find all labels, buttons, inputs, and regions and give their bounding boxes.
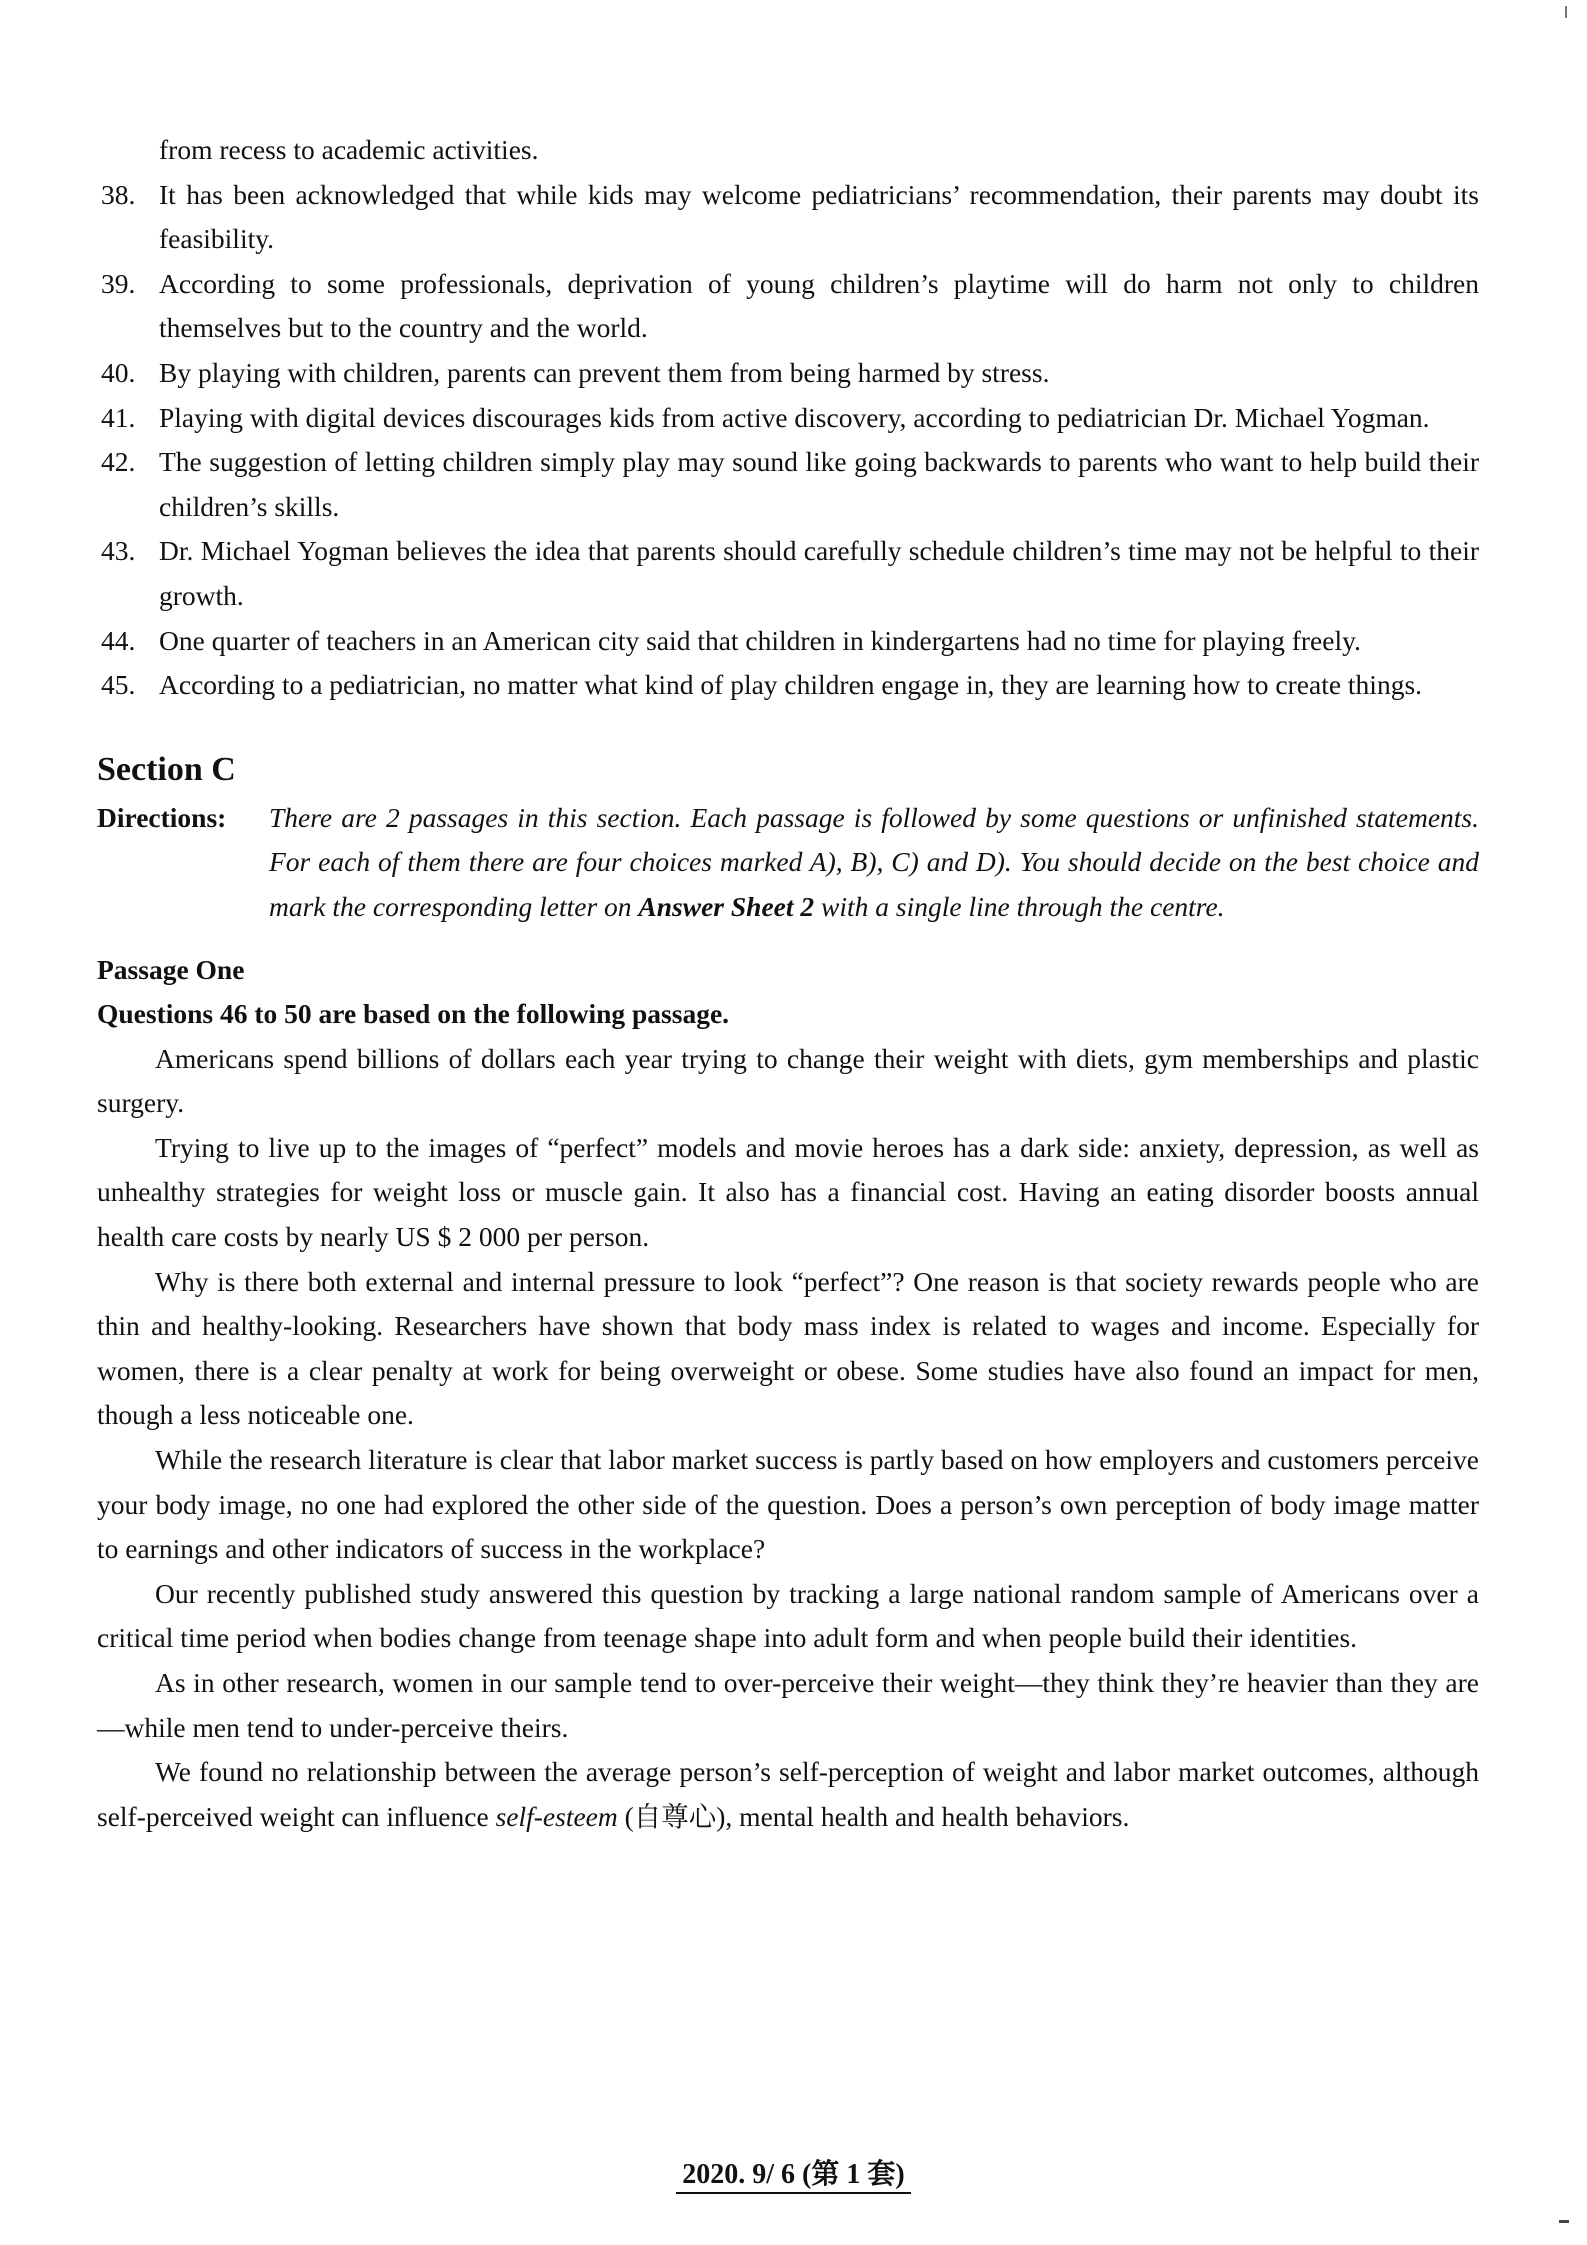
question-item: [97, 396, 1479, 441]
section-title: Section C: [97, 750, 236, 788]
passage-paragraph: Why is there both external and internal pressure to look “perfect”? One reason is that society rewards people who are thin and healthy-looking. Researchers have shown that body mass index is related to wages and income. Especially for women, there is a clear penalty at work for being overweight or obese. Some studies have also found an impact for men, though a less noticeable one.: [97, 1265, 1479, 1431]
passage-title: Passage One: [97, 953, 245, 985]
question-number: 41.: [101, 401, 136, 433]
question-text: The suggestion of letting children simply play may sound like going backwards to parents who want to help build their children’s skills.: [159, 446, 1479, 522]
scan-mark: [1559, 2220, 1569, 2223]
directions-text: [269, 796, 1479, 930]
passage-paragraph: Trying to live up to the images of “perfect” models and movie heroes has a dark side: anxiety, depression, as well as unhealthy strategies for weight loss or muscle gain. It also has a financial cost. Having an eating disorder boosts annual health care costs by nearly US $ 2 000 per person.: [97, 1131, 1479, 1253]
directions: [97, 796, 1479, 930]
passage-body: [97, 1037, 1479, 1840]
answer-sheet-label: Answer Sheet 2: [638, 890, 815, 922]
question-number: 45.: [101, 669, 136, 701]
passage-paragraph: Americans spend billions of dollars each year trying to change their weight with diets, gym memberships and plastic surgery.: [97, 1042, 1479, 1119]
question-item: [97, 529, 1479, 618]
question-number: 44.: [101, 624, 136, 656]
question-number: 38.: [101, 178, 136, 210]
question-number: 40.: [101, 356, 136, 388]
directions-text-part: There are 2 passages in this section. Each passage is followed by some questions or unfinished statements. For each of them there are four choices marked A), B), C) and D). You should decide on the best choice and mark the corresponding letter on: [269, 801, 1479, 922]
question-number: 39.: [101, 267, 136, 299]
question-item: [97, 262, 1479, 351]
question-text: Playing with digital devices discourages kids from active discovery, according to pediatrician Dr. Michael Yogman.: [159, 401, 1430, 433]
question-text: By playing with children, parents can prevent them from being harmed by stress.: [159, 356, 1050, 388]
question-item: [97, 663, 1479, 708]
passage-paragraph-last: [97, 1750, 1479, 1839]
question-text: from recess to academic activities.: [159, 134, 539, 165]
page-footer: [0, 2152, 1587, 2192]
question-number: 42.: [101, 446, 136, 478]
question-text: According to some professionals, deprivation of young children’s playtime will do harm not only to children themselves but to the country and the world.: [159, 267, 1479, 344]
directions-label: Directions:: [97, 801, 227, 833]
question-text: It has been acknowledged that while kids may welcome pediatricians’ recommendation, their parents may doubt its feasibility.: [159, 178, 1479, 255]
question-item: [97, 351, 1479, 396]
question-item: [97, 440, 1479, 529]
passage-paragraph: While the research literature is clear that labor market success is partly based on how employers and customers perceive your body image, no one had explored the other side of the question. Does a person’s own perception of body image matter to earnings and other indicators of success in the workplace?: [97, 1444, 1479, 1565]
question-text: One quarter of teachers in an American city said that children in kindergartens had no time for playing freely.: [159, 624, 1361, 656]
question-text: Dr. Michael Yogman believes the idea that parents should carefully schedule children’s time may not be helpful to their growth.: [159, 535, 1479, 611]
page-number: 2020. 9/ 6 (第 1 套): [676, 2159, 910, 2194]
question-item: [97, 173, 1479, 262]
question-continuation: [97, 128, 1479, 173]
scan-mark: [1565, 6, 1567, 18]
italic-term: self-esteem: [495, 1800, 618, 1832]
paragraph-text: We found no relationship between the average person’s self-perception of weight and labor market outcomes, although self-perceived weight can influence: [97, 1756, 1479, 1832]
question-text: According to a pediatrician, no matter what kind of play children engage in, they are learning how to create things.: [159, 669, 1423, 701]
paragraph-text: (自尊心), mental health and health behaviors.: [617, 1800, 1130, 1832]
directions-text-part: with a single line through the centre.: [814, 890, 1225, 922]
question-item: [97, 619, 1479, 664]
passage-paragraph: Our recently published study answered this question by tracking a large national random sample of Americans over a critical time period when bodies change from teenage shape into adult form and when people build their identities.: [97, 1577, 1479, 1654]
passage-subtitle: Questions 46 to 50 are based on the following passage.: [97, 998, 730, 1030]
passage-paragraph: As in other research, women in our sample tend to over-perceive their weight—they think they’re heavier than they are—while men tend to under-perceive theirs.: [97, 1667, 1479, 1743]
question-list: [97, 128, 1479, 708]
question-number: 43.: [101, 535, 136, 567]
